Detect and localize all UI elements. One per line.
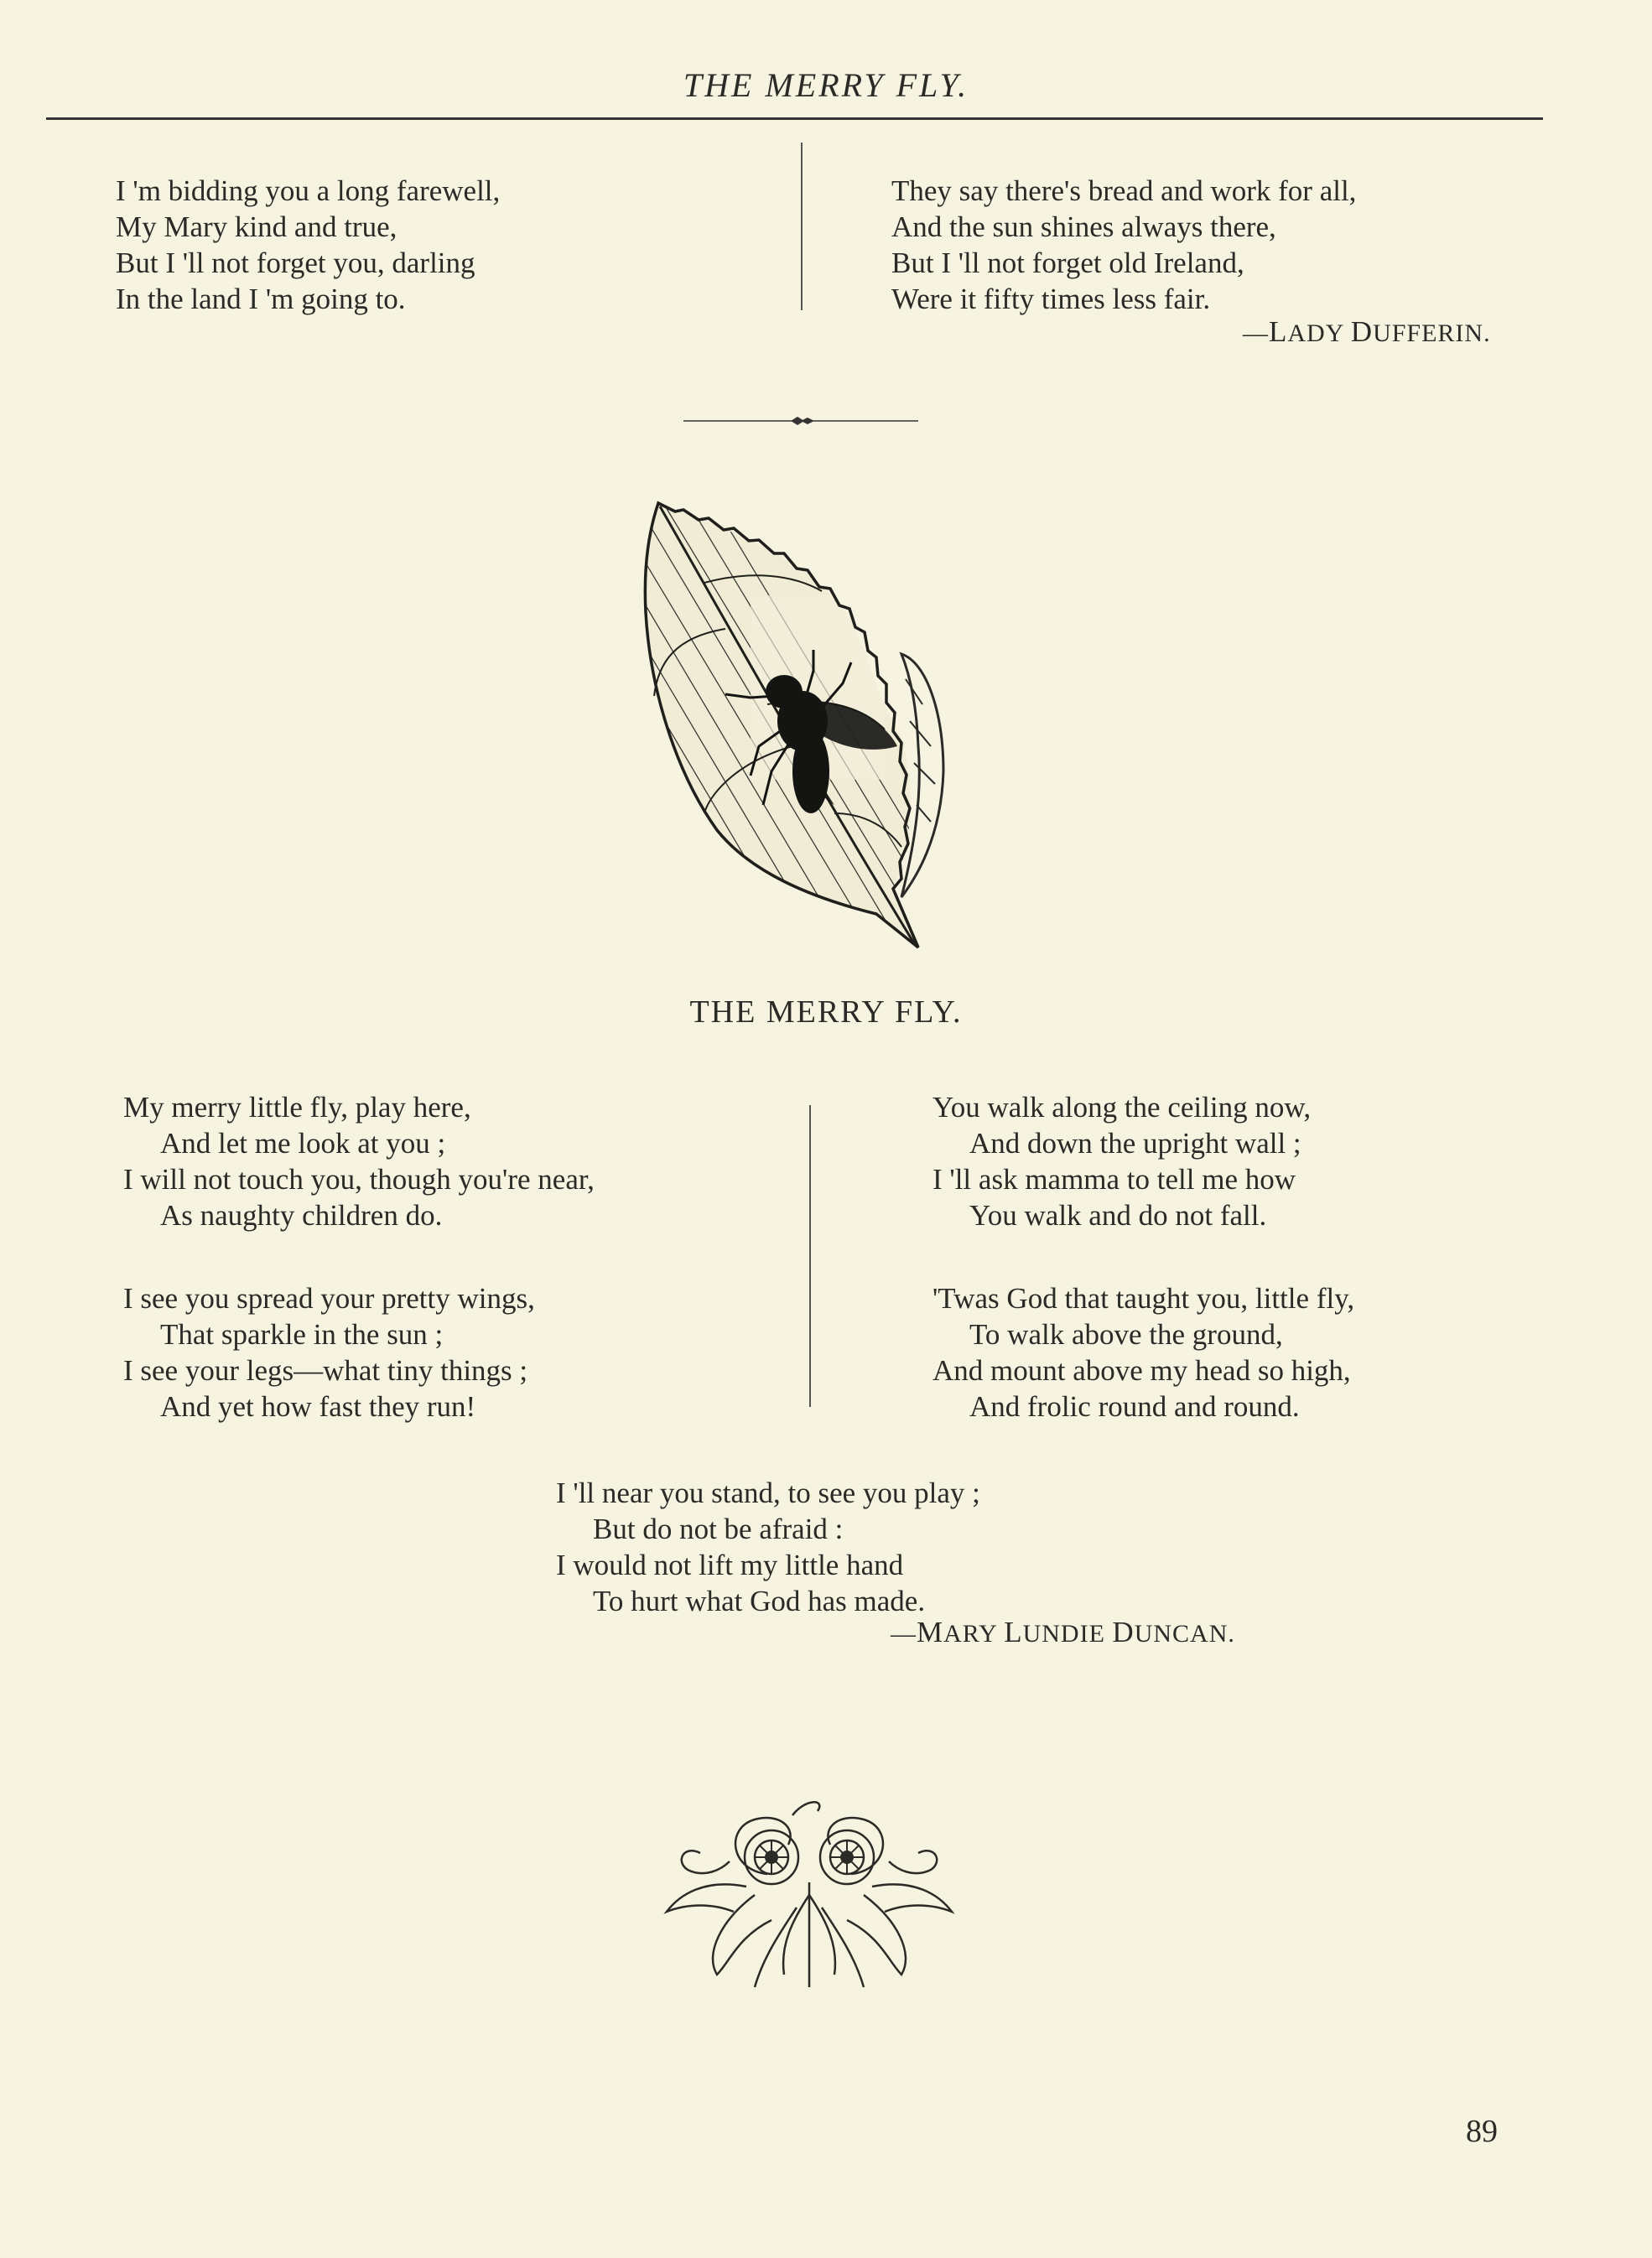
- top-poem-left-stanza: [116, 173, 500, 317]
- verse-line: That sparkle in the sun ;: [160, 1318, 444, 1351]
- verse-line: In the land I 'm going to.: [116, 283, 406, 315]
- stanza-4: [932, 1280, 1354, 1425]
- verse-line: They say there's bread and work for all,: [891, 174, 1357, 207]
- column-divider: [809, 1105, 811, 1407]
- verse-line: And frolic round and round.: [969, 1390, 1300, 1423]
- verse-line: But I 'll not forget old Ireland,: [891, 247, 1244, 279]
- verse-line: My Mary kind and true,: [116, 210, 397, 243]
- verse-line: 'Twas God that taught you, little fly,: [932, 1282, 1355, 1315]
- stanza-3: [932, 1089, 1311, 1233]
- verse-line: And let me look at you ;: [160, 1127, 446, 1160]
- verse-line: You walk and do not fall.: [969, 1199, 1267, 1232]
- verse-line: To hurt what God has made.: [593, 1585, 926, 1617]
- poem-title: THE MERRY FLY.: [689, 994, 963, 1030]
- top-poem-right-stanza: [891, 173, 1356, 317]
- verse-line: But I 'll not forget you, darling: [116, 247, 475, 279]
- verse-line: I 'll near you stand, to see you play ;: [556, 1477, 980, 1509]
- stanza-2: [123, 1280, 535, 1425]
- verse-line: I see your legs—what tiny things ;: [123, 1354, 528, 1387]
- attribution-poem: —MARY LUNDIE DUNCAN.: [891, 1616, 1235, 1648]
- running-head: THE MERRY FLY.: [683, 66, 969, 104]
- verse-line: You walk along the ceiling now,: [932, 1091, 1312, 1124]
- verse-line: As naughty children do.: [160, 1199, 443, 1232]
- verse-line: But do not be afraid :: [593, 1513, 844, 1545]
- header-rule: [46, 117, 1543, 120]
- floral-tailpiece-icon: [654, 1794, 964, 2000]
- stanza-1: [123, 1089, 595, 1233]
- verse-line: And down the upright wall ;: [969, 1127, 1301, 1160]
- verse-line: I 'll ask mamma to tell me how: [932, 1163, 1296, 1196]
- page-number: 89: [1466, 2114, 1498, 2149]
- ornamental-rule: [683, 416, 918, 426]
- verse-line: And yet how fast they run!: [160, 1390, 476, 1423]
- verse-line: I see you spread your pretty wings,: [123, 1282, 535, 1315]
- drop-cap: My: [123, 1091, 164, 1124]
- column-divider: [801, 143, 803, 310]
- verse-line: I will not touch you, though you're near,: [123, 1163, 595, 1196]
- verse-line: And the sun shines always there,: [891, 210, 1276, 243]
- stanza-5: [556, 1475, 980, 1619]
- leaf-fly-illustration-icon: [625, 495, 994, 952]
- verse-line: To walk above the ground,: [969, 1318, 1283, 1351]
- attribution-top-poem: —LADY DUFFERIN.: [1243, 315, 1491, 348]
- verse-line: Were it fifty times less fair.: [891, 283, 1211, 315]
- verse-line: My merry little fly, play here,: [123, 1091, 471, 1124]
- verse-line: I 'm bidding you a long farewell,: [116, 174, 501, 207]
- verse-line: I would not lift my little hand: [556, 1549, 904, 1581]
- verse-line: And mount above my head so high,: [932, 1354, 1351, 1387]
